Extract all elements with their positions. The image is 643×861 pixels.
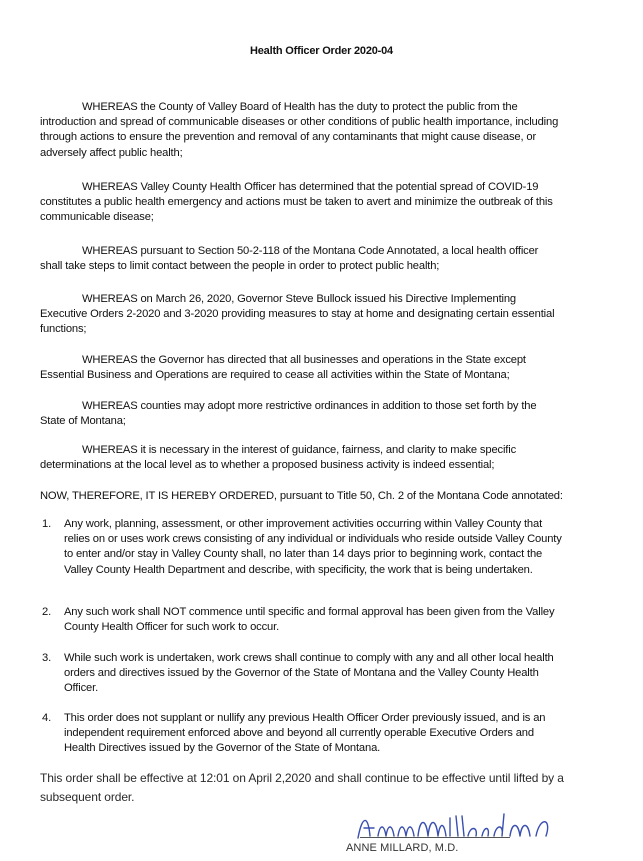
order-item-2: [42, 605, 564, 635]
whereas-paragraph-3: WHEREAS pursuant to Section 50-2-118 of the Montana Code Annotated, a local health officer shall take steps to limit contact between the people in order to protect public health;: [40, 245, 539, 273]
order-item-4: [42, 711, 564, 757]
order-item-text: This order does not supplant or nullify any previous Health Officer Order previously issued, and is an independent requirement enforced above and beyond all currently operable Executive Orders and Health Directives issued by the Governor of the State of Montana.: [64, 712, 546, 755]
whereas-paragraph-7: WHEREAS it is necessary in the interest of guidance, fairness, and clarity to make specific determinations at the local level as to whether a proposed business activity is indeed essential;: [40, 444, 517, 472]
whereas-paragraph-4: WHEREAS on March 26, 2020, Governor Steve Bullock issued his Directive Implementing Executive Orders 2-2020 and 3-2020 providing measures to stay at home and designating certain essential functions;: [40, 293, 555, 336]
whereas-paragraph-6: WHEREAS counties may adopt more restrictive ordinances in addition to those set forth by the State of Montana;: [40, 400, 537, 428]
document-title: Health Officer Order 2020-04: [250, 45, 393, 57]
ordered-intro: NOW, THEREFORE, IT IS HEREBY ORDERED, pursuant to Title 50, Ch. 2 of the Montana Code annotated:: [40, 490, 563, 502]
order-item-number: 4.: [42, 712, 52, 724]
order-item-3: [42, 651, 564, 697]
signer-name: ANNE MILLARD, M.D.: [346, 842, 459, 854]
whereas-paragraph-1: WHEREAS the County of Valley Board of Health has the duty to protect the public from the introduction and spread of communicable diseases or other conditions of public health importance, including through actions to ensure the prevention and removal of any contaminants that might cause disease, or adversely affect public health;: [40, 101, 559, 159]
order-item-1: [42, 517, 564, 578]
order-item-number: 2.: [42, 606, 52, 618]
order-item-text: Any work, planning, assessment, or other improvement activities occurring within Valley County that relies on or uses work crews consisting of any individual or individuals who reside outside Valley County to enter and/or stay in Valley County shall, no later than 14 days prior to beginning work, contact the Valley County Health Department and describe, with specificity, the work that is being undertaken.: [64, 518, 562, 576]
order-item-text: Any such work shall NOT commence until specific and formal approval has been given from the Valley County Health Officer for such work to occur.: [64, 606, 555, 634]
order-item-number: 3.: [42, 652, 52, 664]
effective-statement: This order shall be effective at 12:01 on April 2,2020 and shall continue to be effective until lifted by a subsequent order.: [40, 771, 564, 804]
order-item-number: 1.: [42, 518, 52, 530]
order-item-text: While such work is undertaken, work crews shall continue to comply with any and all other local health orders and directives issued by the Governor of the State of Montana and the Valley County Health Officer.: [64, 652, 554, 695]
whereas-paragraph-5: WHEREAS the Governor has directed that all businesses and operations in the State except Essential Business and Operations are required to cease all activities within the State of Montana;: [40, 354, 526, 382]
whereas-paragraph-2: WHEREAS Valley County Health Officer has determined that the potential spread of COVID-19 constitutes a public health emergency and actions must be taken to avert and minimize the outbreak of this communicable disease;: [40, 181, 553, 224]
signature-line: [360, 837, 510, 838]
